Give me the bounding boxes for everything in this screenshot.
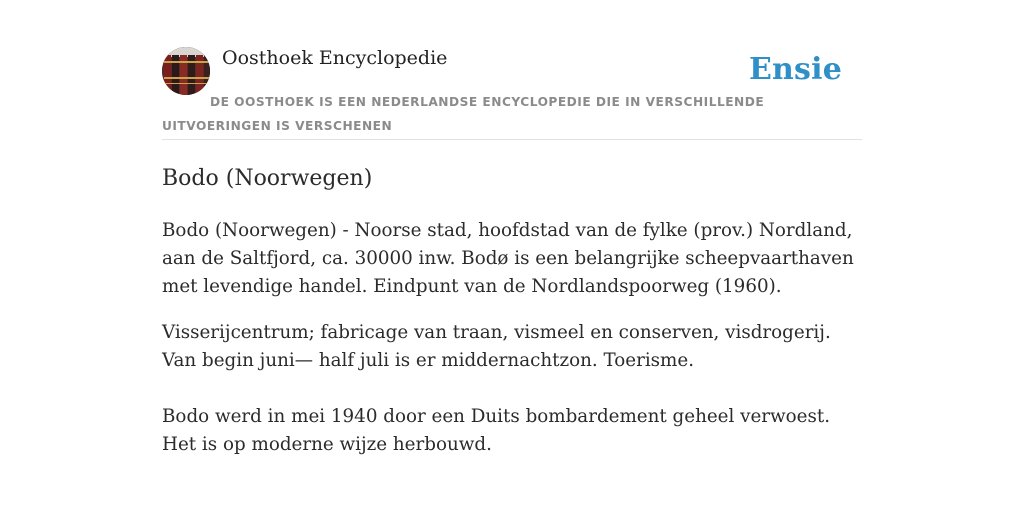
article-title: Bodo (Noorwegen) [162, 166, 373, 191]
publication-header [162, 46, 862, 140]
article-paragraph: Visserijcentrum; fabricage van traan, vismeel en conserven, visdrogerij. Van begin juni— half juli is er middernachtzon. Toerisme. [162, 322, 831, 371]
brand-logo[interactable]: Ensie [748, 52, 842, 87]
encyclopedia-books-icon[interactable] [162, 47, 210, 95]
publication-title[interactable]: Oosthoek Encyclopedie [222, 47, 448, 69]
page-container [162, 46, 862, 455]
publication-description: DE OOSTHOEK IS EEN NEDERLANDSE ENCYCLOPEDIE DIE IN VERSCHILLENDE UITVOERINGEN IS VERSCHENEN [162, 95, 765, 133]
article-paragraph: Bodo werd in mei 1940 door een Duits bombardement geheel verwoest. Het is op moderne wijze herbouwd. [162, 406, 831, 455]
article-paragraph: Bodo (Noorwegen) - Noorse stad, hoofdstad van de fylke (prov.) Nordland, aan de Saltfjord, ca. 30000 inw. Bodø is een belangrijke scheepvaarthaven met levendige handel. Eindpunt van de Nordlandspoorweg (1960). [162, 220, 854, 297]
